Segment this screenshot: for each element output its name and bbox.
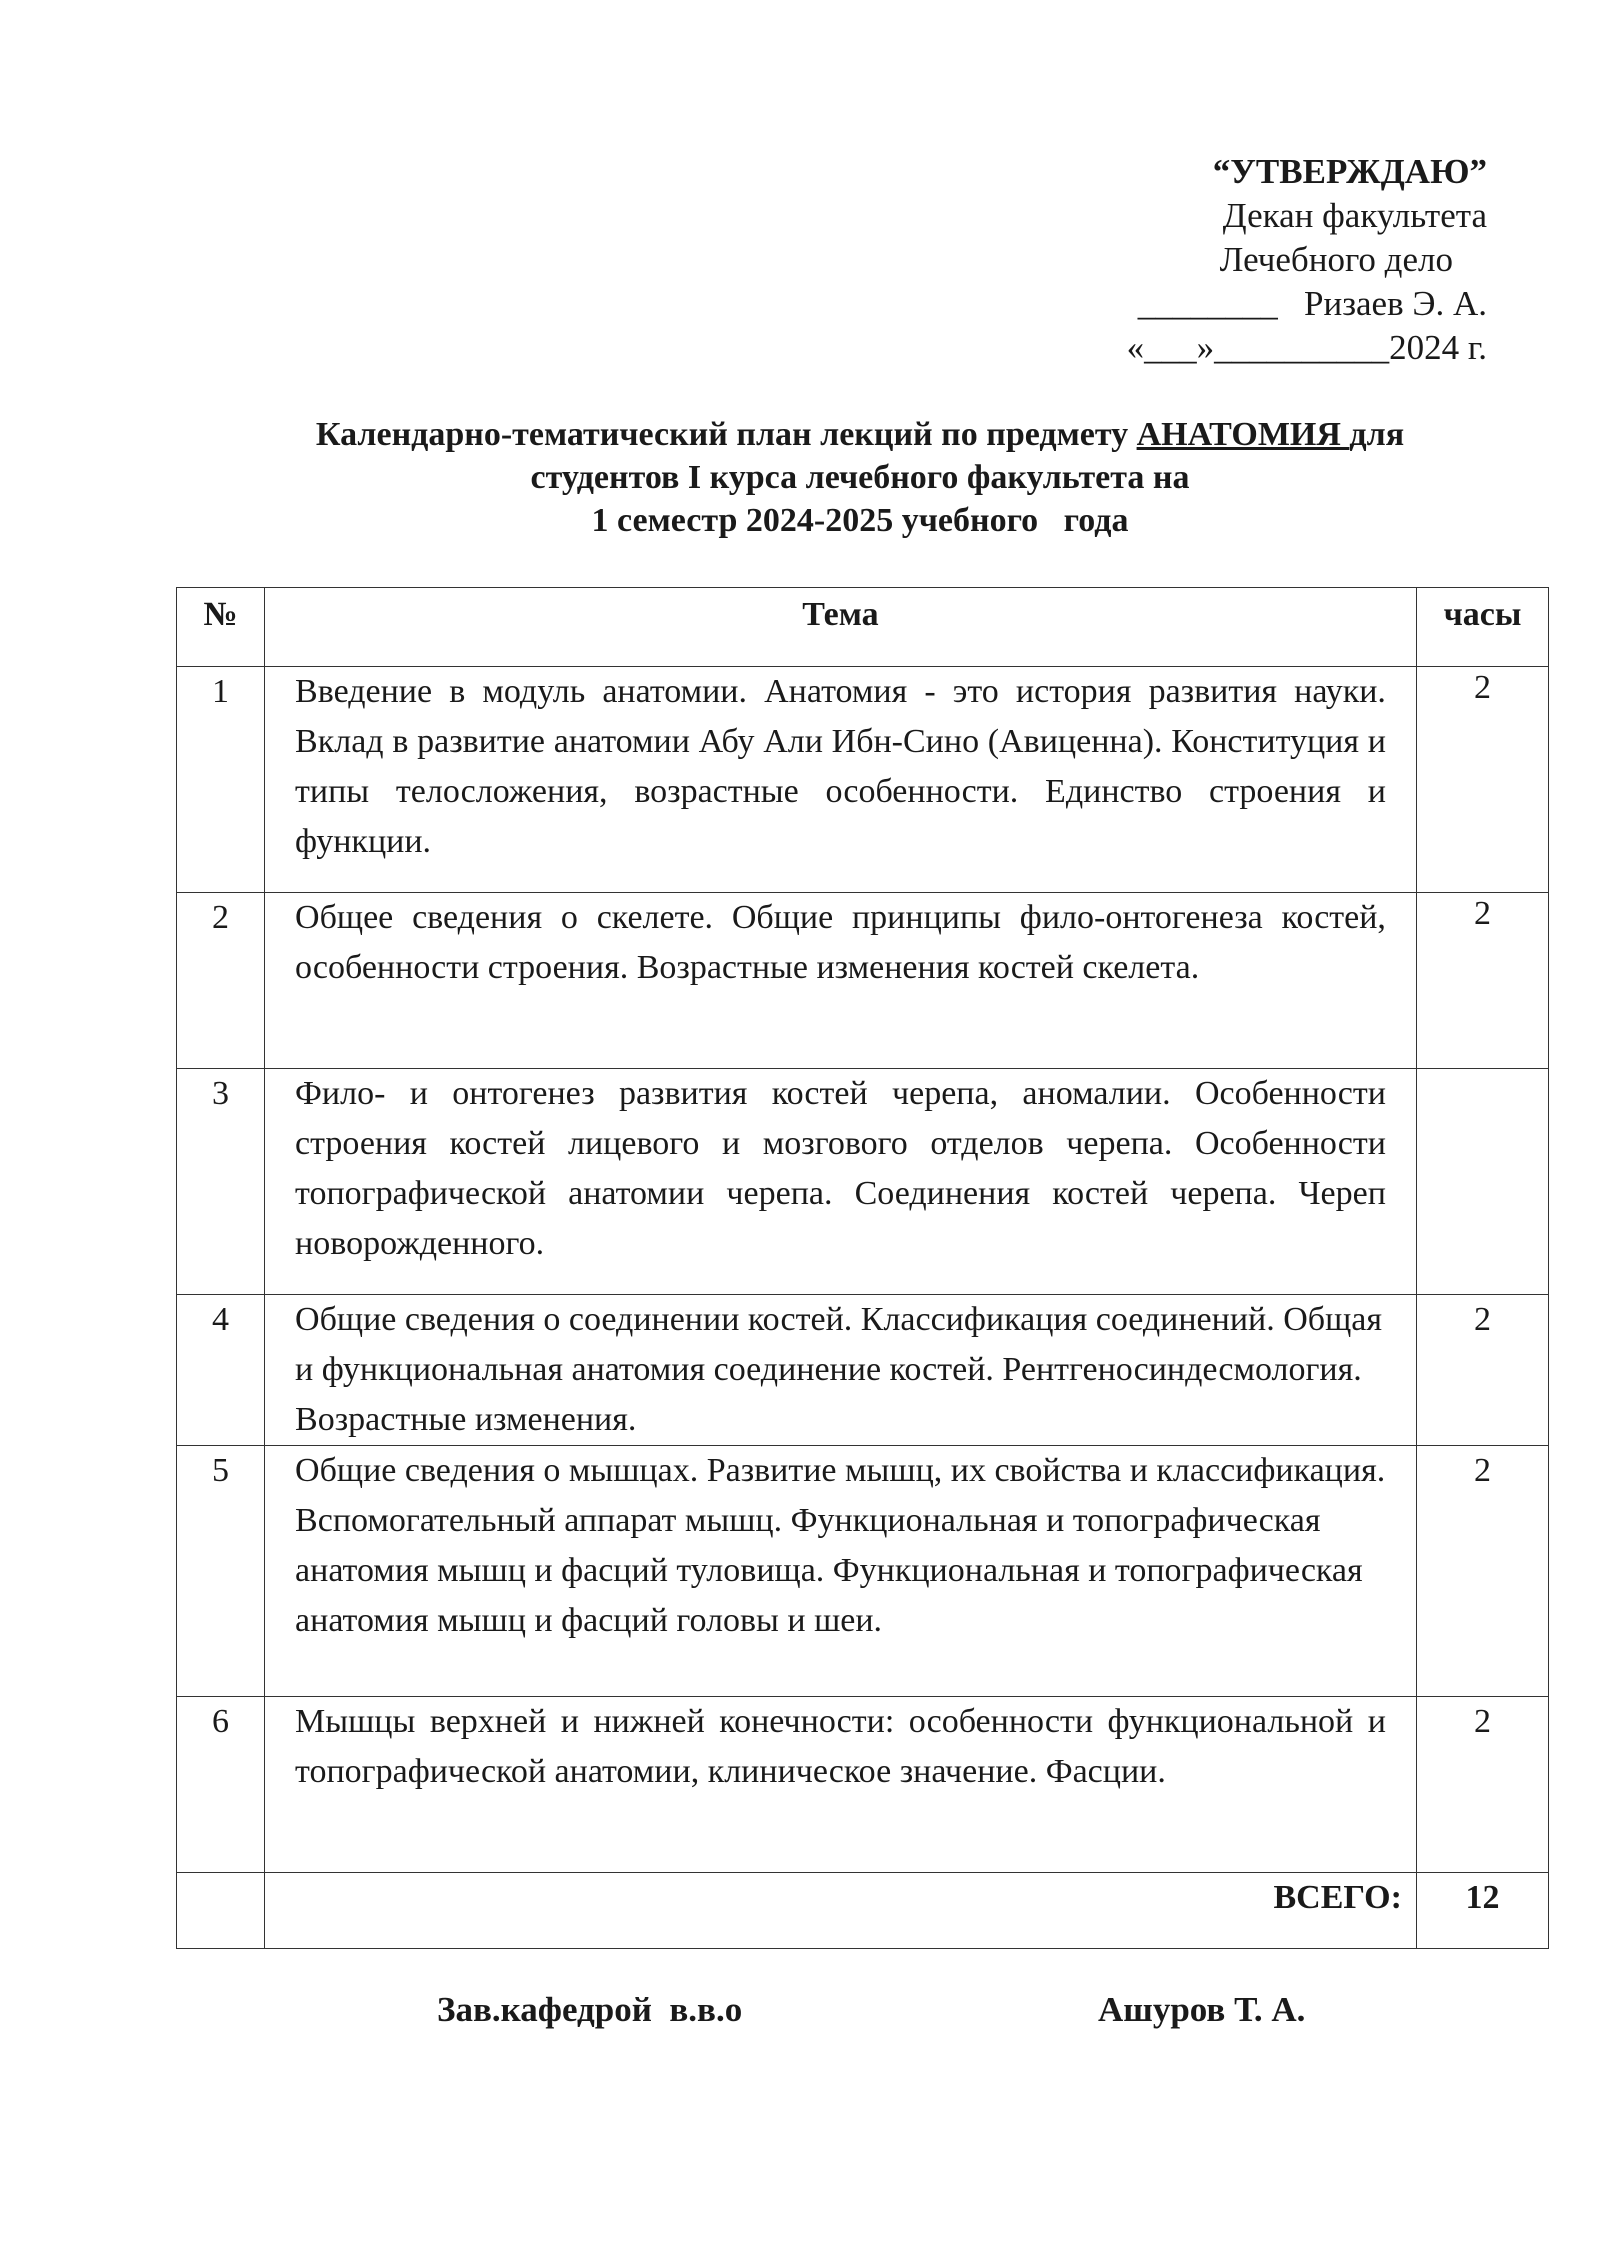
row-topic <box>265 667 1417 893</box>
row-hours: 2 <box>1416 667 1548 893</box>
footer-name: Ашуров Т. А. <box>1098 1990 1306 2029</box>
approval-signature-line: ________ Ризаев Э. А. <box>1137 284 1487 323</box>
row-topic-text: Общие сведения о соединении костей. Классификация соединений. Общая и функциональная анатомия соединение костей. Рентгеносиндесмология. Возрастные изменения. <box>295 1301 1383 1438</box>
total-label: ВСЕГО: <box>265 1873 1417 1949</box>
row-hours: 2 <box>1416 1697 1548 1873</box>
row-topic-text: Фило- и онтогенез развития костей черепа, аномалии. Особенности строения костей лицевого и мозгового отделов черепа. Особенности топографической анатомии черепа. Соединения костей черепа. Череп новорожденного. <box>295 1075 1386 1262</box>
title-part1: Календарно-тематический план лекций по предмету <box>315 416 1137 453</box>
approval-block <box>1000 150 1495 370</box>
total-empty-cell <box>177 1873 265 1949</box>
row-num: 5 <box>177 1446 265 1697</box>
row-topic <box>265 1295 1417 1446</box>
title-line-1 <box>170 413 1550 456</box>
row-topic-text: Введение в модуль анатомии. Анатомия - это история развития науки. Вклад в развитие анатомии Абу Али Ибн-Сино (Авиценна). Конституция и типы телосложения, возрастные особенности. Единство строения и функции. <box>295 673 1386 860</box>
total-value: 12 <box>1416 1873 1548 1949</box>
title-line-2: студентов I курса лечебного факультета на <box>530 459 1190 496</box>
row-num: 3 <box>177 1069 265 1295</box>
row-num: 4 <box>177 1295 265 1446</box>
header-hours: часы <box>1416 588 1548 667</box>
table-row <box>177 1295 1549 1446</box>
row-topic-text: Общее сведения о скелете. Общие принципы фило-онтогенеза костей, особенности строения. Возрастные изменения костей скелета. <box>295 899 1386 986</box>
row-topic-text: Общие сведения о мышцах. Развитие мышц, их свойства и классификация. Вспомогательный аппарат мышц. Функциональная и топографическая анатомия мышц и фасций туловища. Функциональная и топографическая анатомия мышц и фасций головы и шеи. <box>295 1452 1386 1639</box>
row-topic <box>265 1697 1417 1873</box>
table-header-row <box>177 588 1549 667</box>
table-row <box>177 1446 1549 1697</box>
row-hours <box>1416 1069 1548 1295</box>
row-hours: 2 <box>1416 1446 1548 1697</box>
row-hours: 2 <box>1416 893 1548 1069</box>
row-num: 1 <box>177 667 265 893</box>
footer-position: Зав.кафедрой в.в.о <box>437 1990 743 2029</box>
header-num: № <box>177 588 265 667</box>
approval-faculty: Лечебного дело <box>1219 240 1453 279</box>
table-row <box>177 893 1549 1069</box>
row-hours: 2 <box>1416 1295 1548 1446</box>
row-topic <box>265 1069 1417 1295</box>
approval-date-line: «___»__________2024 г. <box>1126 328 1487 367</box>
title-part2: для <box>1349 416 1405 453</box>
document-title <box>170 413 1550 542</box>
table-row <box>177 1697 1549 1873</box>
row-topic <box>265 1446 1417 1697</box>
table-row <box>177 667 1549 893</box>
table-total-row <box>177 1873 1549 1949</box>
lecture-plan-table <box>176 587 1549 1949</box>
row-topic <box>265 893 1417 1069</box>
approval-position: Декан факультета <box>1222 196 1487 235</box>
row-num: 6 <box>177 1697 265 1873</box>
row-topic-text: Мышцы верхней и нижней конечности: особенности функциональной и топографической анатомии, клиническое значение. Фасции. <box>295 1703 1386 1790</box>
table-row <box>177 1069 1549 1295</box>
approval-heading: “УТВЕРЖДАЮ” <box>1212 152 1487 191</box>
row-num: 2 <box>177 893 265 1069</box>
title-subject: АНАТОМИЯ <box>1136 416 1350 453</box>
header-topic: Тема <box>265 588 1417 667</box>
title-line-3: 1 семестр 2024-2025 учебного года <box>591 502 1129 539</box>
